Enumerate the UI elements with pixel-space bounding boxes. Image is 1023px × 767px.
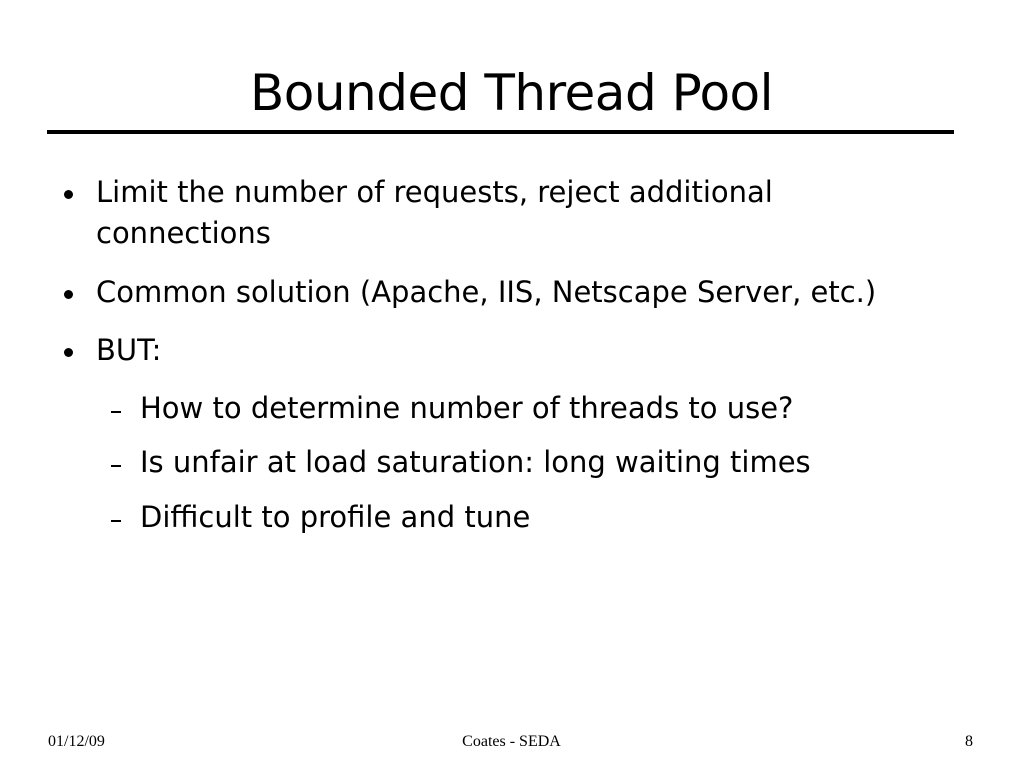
sub-bullet-item: [108, 497, 530, 538]
bullet-dot-icon: [62, 330, 76, 371]
bullet-text-line: BUT:: [96, 333, 162, 367]
dash-icon: [108, 388, 124, 429]
slide-title: Bounded Thread Pool: [249, 64, 774, 122]
page-number: 8: [965, 733, 973, 750]
footer-date: 01/12/09: [48, 733, 105, 750]
dash-icon: [108, 442, 124, 483]
bullet-item: [62, 330, 161, 371]
bullet-dot-icon: [62, 272, 76, 313]
footer-presenter: Coates - SEDA: [462, 733, 561, 750]
sub-bullet-item: [108, 442, 811, 483]
dash-icon: [108, 497, 124, 538]
sub-bullet-text: How to determine number of threads to use?: [140, 391, 794, 425]
bullet-text-line: Limit the number of requests, reject additional: [96, 175, 773, 209]
bullet-item: [62, 272, 876, 313]
bullet-dot-icon: [62, 172, 76, 213]
title-divider: [47, 130, 954, 134]
sub-bullet-text: Is unfair at load saturation: long waiting times: [140, 445, 811, 479]
sub-bullet-item: [108, 388, 793, 429]
bullet-text-line: Common solution (Apache, IIS, Netscape Server, etc.): [96, 275, 877, 309]
bullet-text-line: connections: [96, 216, 271, 250]
sub-bullet-text: Difficult to profile and tune: [140, 500, 531, 534]
bullet-item: [62, 172, 773, 254]
